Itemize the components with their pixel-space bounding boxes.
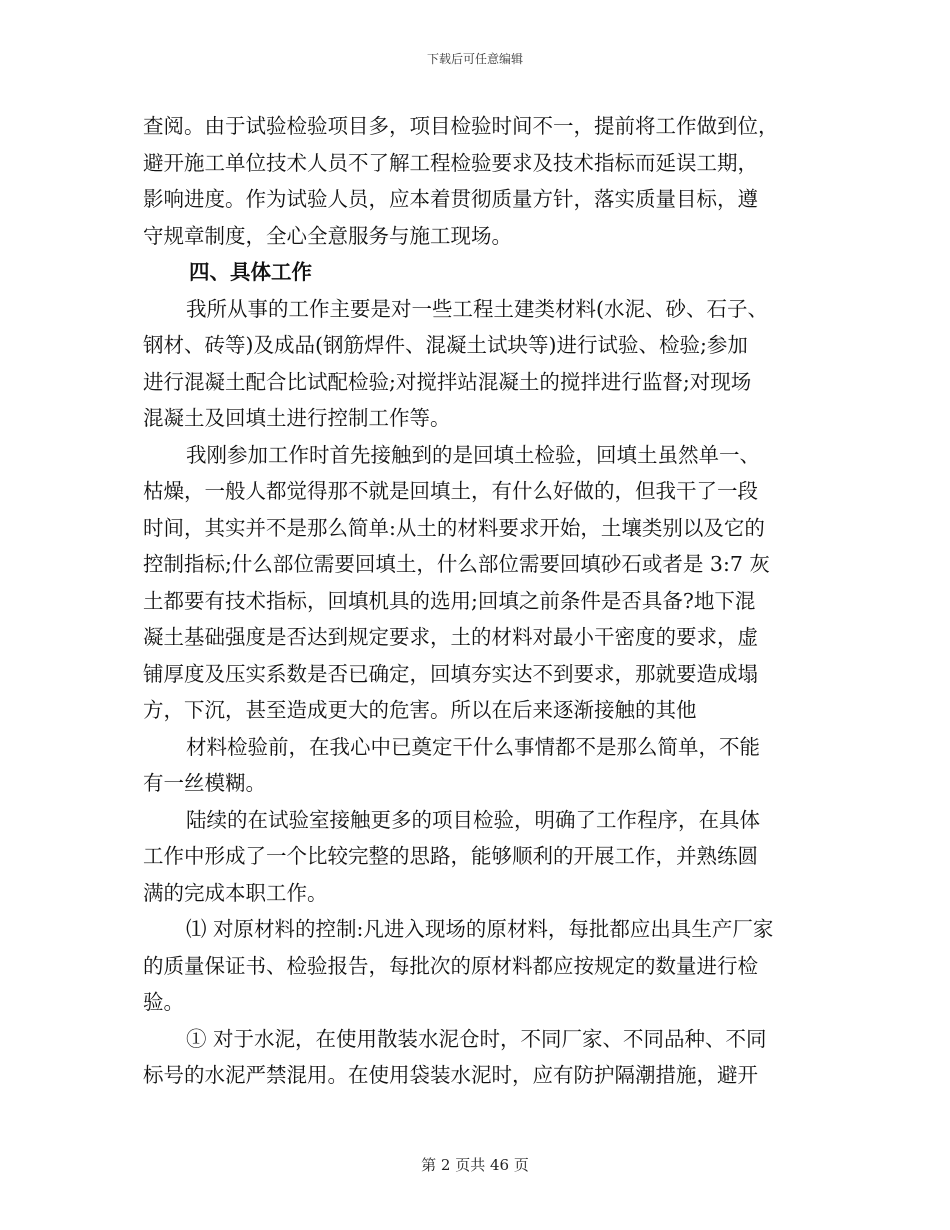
- text-line: 影响进度。作为试验人员，应本着贯彻质量方针，落实质量目标，遵: [143, 187, 758, 211]
- text-line: 查阅。由于试验检验项目多，项目检验时间不一，提前将工作做到位，: [143, 114, 779, 138]
- text-line: 陆续的在试验室接触更多的项目检验，明确了工作程序，在具体: [186, 807, 760, 832]
- document-body: [143, 108, 813, 1094]
- text-line: 守规章制度，全心全意服务与施工现场。: [143, 223, 512, 248]
- text-line: 我所从事的工作主要是对一些工程土建类材料(水泥、砂、石子、: [186, 296, 768, 321]
- text-line: ① 对于水泥，在使用散装水泥仓时，不同厂家、不同品种、不同: [186, 1026, 767, 1051]
- text-line: 我刚参加工作时首先接触到的是回填土检验，回填土虽然单一、: [186, 442, 760, 467]
- text-line: ⑴ 对原材料的控制:凡进入现场的原材料，每批都应出具生产厂家: [186, 917, 774, 941]
- text-line: 标号的水泥严禁混用。在使用袋装水泥时，应有防护隔潮措施，避开: [143, 1063, 758, 1087]
- text-line: 进行混凝土配合比试配检验;对搅拌站混凝土的搅拌进行监督;对现场: [143, 369, 752, 394]
- text-line: 枯燥，一般人都觉得那不就是回填土，有什么好做的，但我干了一段: [143, 479, 758, 503]
- text-line: 混凝土及回填土进行控制工作等。: [143, 406, 451, 430]
- text-line: 凝土基础强度是否达到规定要求，土的材料对最小干密度的要求，虚: [143, 625, 758, 649]
- text-line: 钢材、砖等)及成品(钢筋焊件、混凝土试块等)进行试验、检验;参加: [143, 333, 748, 357]
- text-line: 满的完成本职工作。: [143, 880, 328, 905]
- page-header: 下载后可任意编辑: [426, 52, 523, 66]
- section-heading: 四、具体工作: [189, 260, 312, 284]
- text-line: 材料检验前，在我心中已奠定干什么事情都不是那么简单，不能: [186, 734, 760, 759]
- text-line: 避开施工单位技术人员不了解工程检验要求及技术指标而延误工期，: [143, 150, 758, 175]
- text-line: 土都要有技术指标，回填机具的选用;回填之前条件是否具备?地下混: [143, 588, 756, 613]
- page-footer: 第 2 页共 46 页: [421, 1156, 529, 1174]
- text-line: 时间，其实并不是那么简单:从土的材料要求开始，土壤类别以及它的: [143, 515, 765, 540]
- text-line: 方，下沉，甚至造成更大的危害。所以在后来逐渐接触的其他: [143, 698, 697, 722]
- text-line: 验。: [143, 990, 184, 1014]
- text-line: 控制指标;什么部位需要回填土，什么部位需要回填砂石或者是 3:7 灰: [143, 552, 770, 576]
- text-line: 有一丝模糊。: [143, 771, 266, 795]
- text-line: 的质量保证书、检验报告，每批次的原材料都应按规定的数量进行检: [143, 953, 758, 978]
- text-line: 铺厚度及压实系数是否已确定，回填夯实达不到要求，那就要造成塌: [143, 661, 758, 686]
- text-line: 工作中形成了一个比较完整的思路，能够顺利的开展工作，并熟练圆: [143, 844, 758, 868]
